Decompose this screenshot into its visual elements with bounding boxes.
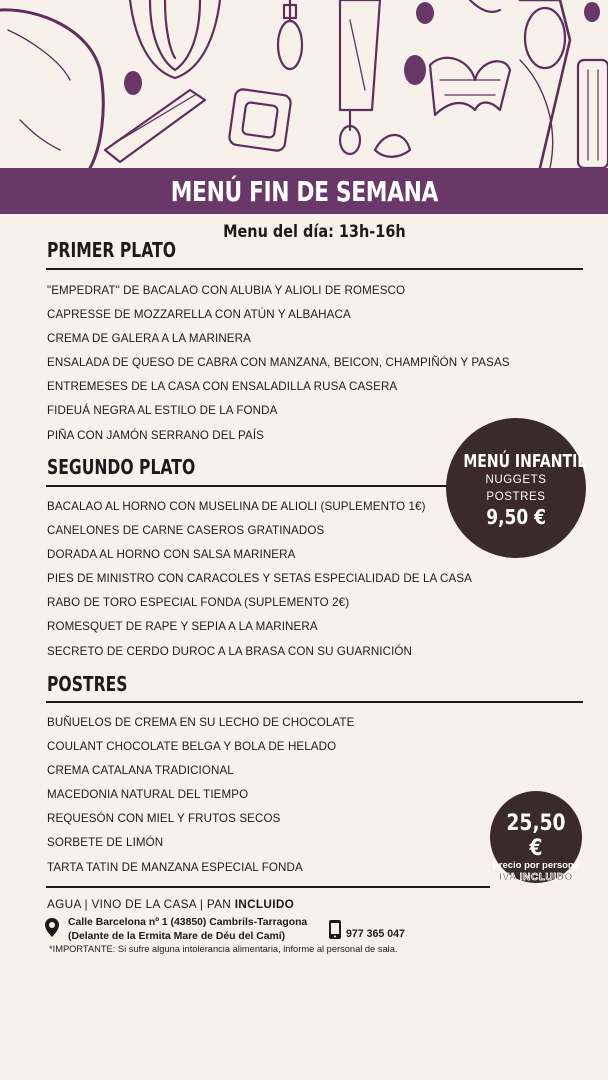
list-item: ENSALADA DE QUESO DE CABRA CON MANZANA, BEICON, CHAMPIÑÓN Y PASAS <box>47 356 510 370</box>
list-item: BUÑUELOS DE CREMA EN SU LECHO DE CHOCOLATE <box>47 716 355 729</box>
kids-menu-title: MENÚ INFANTIL <box>463 451 587 472</box>
list-item: TARTA TATIN DE MANZANA ESPECIAL FONDA <box>47 860 303 874</box>
price-vat-note: IVA INCLUIDO <box>499 872 573 883</box>
footer-divider <box>46 886 490 888</box>
section-title-primer-plato: PRIMER PLATO <box>47 238 177 262</box>
list-item: RABO DE TORO ESPECIAL FONDA (SUPLEMENTO 2€) <box>47 596 350 610</box>
header-illustration <box>0 0 608 168</box>
kids-menu-price: 9,50 € <box>486 505 546 529</box>
postres-list <box>47 711 354 880</box>
menu-banner <box>0 168 608 214</box>
list-item: CANELONES DE CARNE CASEROS GRATINADOS <box>47 524 325 538</box>
address <box>68 916 307 943</box>
kids-menu-badge <box>446 418 586 558</box>
menu-price: 25,50 € <box>506 811 566 861</box>
list-item: COULANT CHOCOLATE BELGA Y BOLA DE HELADO <box>47 740 337 754</box>
drinks-info <box>47 897 294 911</box>
list-item: CREMA DE GALERA A LA MARINERA <box>47 332 251 346</box>
price-badge <box>490 791 582 883</box>
list-item: SORBETE DE LIMÓN <box>47 836 164 850</box>
price-per-person: precio por persona <box>492 860 580 871</box>
kids-menu-line1: NUGGETS <box>485 474 547 486</box>
list-item: CREMA CATALANA TRADICIONAL <box>47 764 234 778</box>
list-item: REQUESÓN CON MIEL Y FRUTOS SECOS <box>47 812 281 826</box>
section-divider <box>46 268 583 270</box>
drinks-included: INCLUIDO <box>234 897 295 911</box>
list-item: FIDEUÁ NEGRA AL ESTILO DE LA FONDA <box>47 404 278 418</box>
list-item: BACALAO AL HORNO CON MUSELINA DE ALIOLI (SUPLEMENTO 1€) <box>47 500 426 513</box>
address-line2: (Delante de la Ermita Mare de Déu del Camí) <box>68 930 286 942</box>
list-item: MACEDONIA NATURAL DEL TIEMPO <box>47 788 249 802</box>
list-item: "EMPEDRAT" DE BACALAO CON ALUBIA Y ALIOLI DE ROMESCO <box>47 284 406 297</box>
address-line1: Calle Barcelona nº 1 (43850) Cambrils-Tarragona <box>68 917 308 928</box>
primer-plato-list <box>47 279 510 448</box>
menu-title: MENÚ FIN DE SEMANA <box>170 174 438 208</box>
allergy-note: *IMPORTANTE: Si sufre alguna intolerancia alimentaria, informe al personal de sala. <box>49 944 398 954</box>
segundo-plato-list <box>47 495 472 664</box>
list-item: CAPRESSE DE MOZZARELLA CON ATÚN Y ALBAHACA <box>47 308 351 322</box>
section-title-segundo-plato: SEGUNDO PLATO <box>47 455 196 479</box>
section-divider <box>46 701 583 703</box>
list-item: DORADA AL HORNO CON SALSA MARINERA <box>47 548 296 562</box>
list-item: PIÑA CON JAMÓN SERRANO DEL PAÍS <box>47 428 264 442</box>
list-item: PIES DE MINISTRO CON CARACOLES Y SETAS ESPECIALIDAD DE LA CASA <box>47 572 472 586</box>
list-item: ENTREMESES DE LA CASA CON ENSALADILLA RUSA CASERA <box>47 380 398 394</box>
list-item: ROMESQUET DE RAPE Y SEPIA A LA MARINERA <box>47 620 318 634</box>
section-title-postres: POSTRES <box>47 672 128 696</box>
location-pin-icon <box>45 918 59 937</box>
kids-menu-line2: POSTRES <box>486 491 546 503</box>
drinks-text: AGUA | VINO DE LA CASA | PAN <box>47 897 235 911</box>
section-divider <box>46 485 456 487</box>
menu-hours-text: Menu del día: 13h-16h <box>222 222 406 242</box>
phone-number: 977 365 047 <box>346 928 405 940</box>
list-item: SECRETO DE CERDO DUROC A LA BRASA CON SU GUARNICIÓN <box>47 644 413 658</box>
phone-icon <box>329 920 341 939</box>
